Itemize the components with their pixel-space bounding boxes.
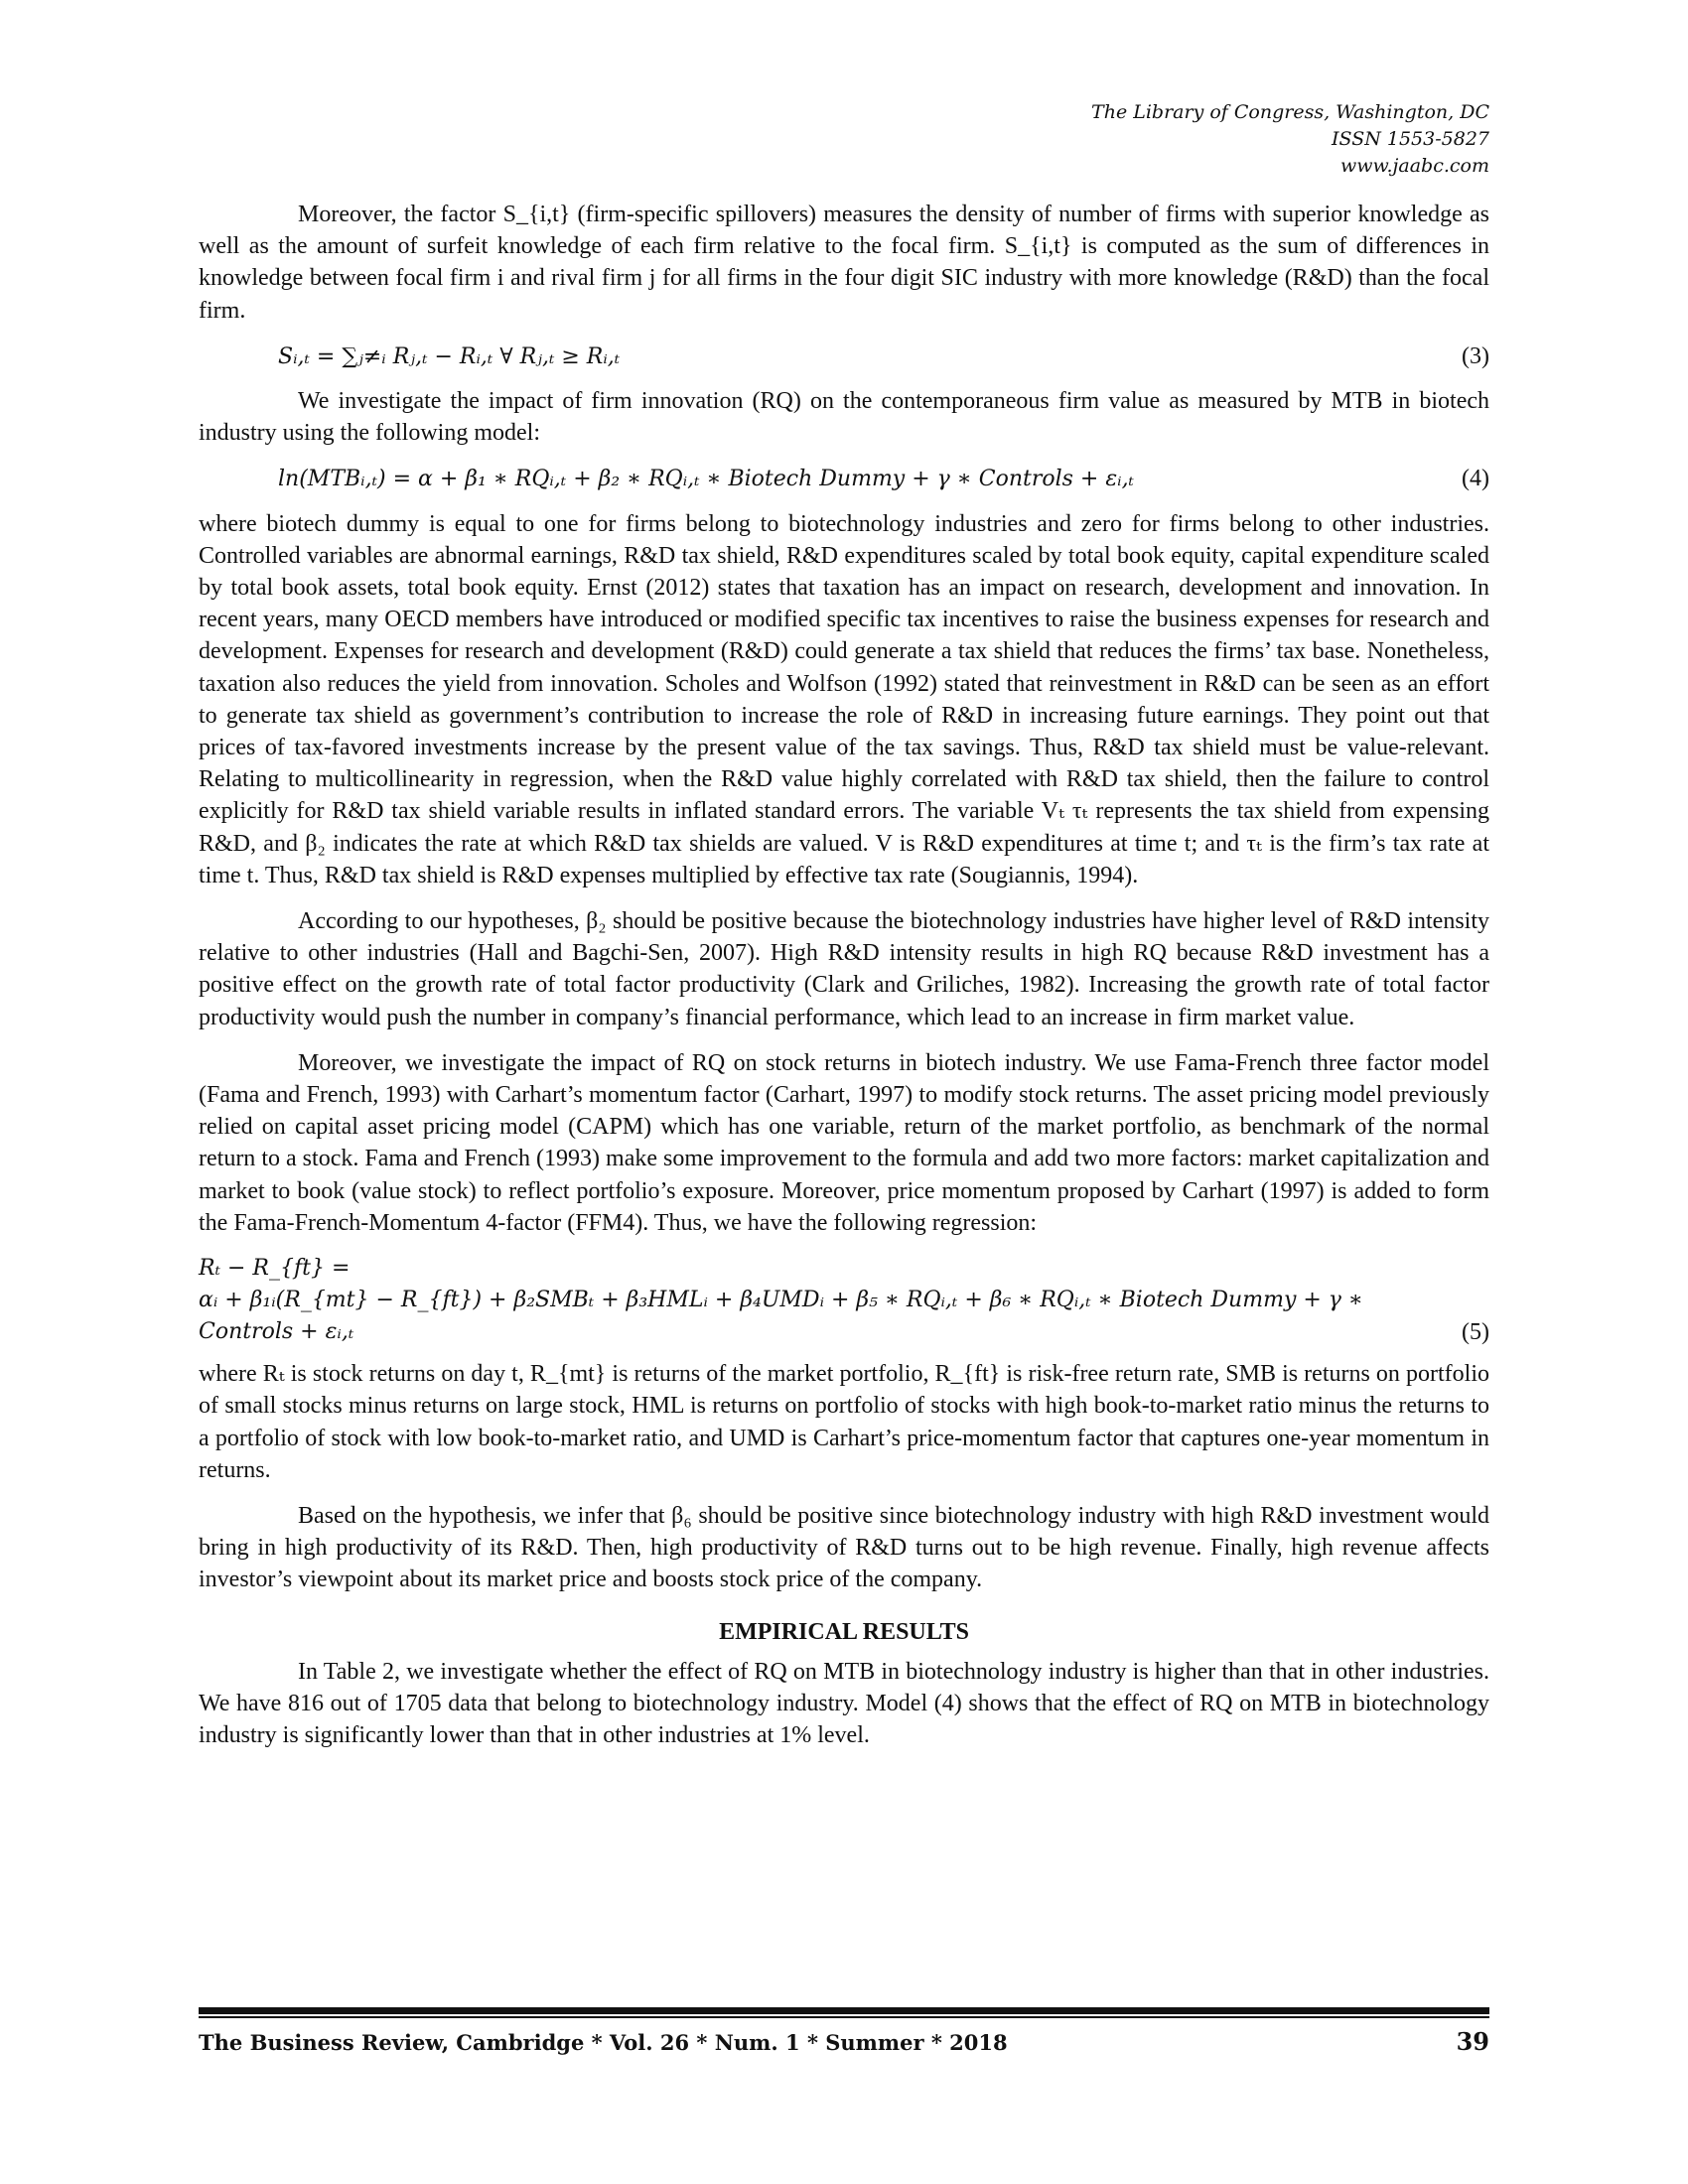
footer-journal: The Business Review, Cambridge * Vol. 26 * Num. 1 * Summer * 2018 (199, 2030, 1008, 2055)
paragraph: Based on the hypothesis, we infer that β₆ should be positive since biotechnology industry with high R&D investment would bring in high productivity of its R&D. Then, high productivity of R&D turns out to be high revenue. Finally, high revenue affects investor’s viewpoint about its market price and boosts stock price of the company. (199, 1502, 1489, 1593)
equation-number: (5) (1462, 1319, 1489, 1346)
paragraph: In Table 2, we investigate whether the effect of RQ on MTB in biotechnology industry is higher than that in other industries. We have 816 out of 1705 data that belong to biotechnology industry. Model (4) shows that the effect of RQ on MTB in biotechnology industry is significantly lower than that in other industries at 1% level. (199, 1658, 1489, 1749)
journal-header (794, 99, 1489, 180)
equation-3 (199, 341, 1489, 373)
paragraph: where biotech dummy is equal to one for firms belong to biotechnology industries and zero for firms belong to other industries. Controlled variables are abnormal earnings, R&D tax shield, R&D expenditures scaled by total book equity, capital expenditure scaled by total book assets, total book equity. Ernst (2012) states that taxation has an impact on research, development and innovation. In recent years, many OECD members have introduced or modified specific tax incentives to raise the business expenses for research and development. Expenses for research and development (R&D) could generate a tax shield that reduces the firms’ tax base. Nonetheless, taxation also reduces the yield from innovation. Scholes and Wolfson (1992) stated that reinvestment in R&D can be seen as an effort to generate tax shield as government’s contribution to increase the role of R&D in increasing future earnings. They point out that prices of tax-favored investments increase by the present value of the tax savings. Thus, R&D tax shield must be value-relevant. Relating to multicollinearity in regression, when the R&D value highly correlated with R&D tax shield, then the failure to control explicitly for R&D tax shield variable results in inflated standard errors. The variable Vₜ τₜ represents the tax shield from expensing R&D, and β₂ indicates the rate at which R&D tax shields are valued. V is R&D expenditures at time t; and τₜ is the firm’s tax rate at time t. Thus, R&D tax shield is R&D expenses multiplied by effective tax rate (Sougiannis, 1994). (199, 510, 1489, 888)
equation-last-row (199, 1316, 1489, 1348)
paragraph: We investigate the impact of firm innovation (RQ) on the contemporaneous firm value as measured by MTB in biotech industry using the following model: (199, 388, 1489, 447)
equation-number: (3) (1462, 342, 1489, 369)
header-issn: ISSN 1553-5827 (1332, 128, 1489, 150)
equation-expression: ln(MTBᵢ,ₜ) = α + β₁ ∗ RQᵢ,ₜ + β₂ ∗ RQᵢ,ₜ ∗ Biotech Dummy + γ ∗ Controls + εᵢ,ₜ (278, 467, 1134, 492)
paragraph: According to our hypotheses, β₂ should be positive because the biotechnology industries have higher level of R&D intensity relative to other industries (Hall and Bagchi-Sen, 2007). High R&D intensity results in high RQ because R&D investment has a positive effect on the growth rate of total factor productivity (Clark and Griliches, 1982). Increasing the growth rate of total factor productivity would push the number in company’s financial performance, which lead to an increase in firm market value. (199, 908, 1489, 1030)
equation-line: Rₜ − R_{ft} = (199, 1256, 351, 1282)
paragraph: where Rₜ is stock returns on day t, R_{mt} is returns of the market portfolio, R_{ft} is risk-free return rate, SMB is returns on portfolio of small stocks minus returns on large stock, HML is returns on portfolio of stocks with high book-to-market ratio minus the returns to a portfolio of stock with low book-to-market ratio, and UMD is Carhart’s price-momentum factor that captures one-year momentum in returns. (199, 1361, 1489, 1483)
equation-line: Controls + εᵢ,ₜ (199, 1319, 354, 1345)
header-website: www.jaabc.com (1339, 155, 1489, 177)
section-heading: EMPIRICAL RESULTS (719, 1618, 969, 1645)
equation-4 (199, 463, 1489, 495)
footer-rule-thin (199, 2016, 1489, 2018)
paragraph: Moreover, the factor S_{i,t} (firm-specific spillovers) measures the density of number of firms with superior knowledge as well as the amount of surfeit knowledge of each firm relative to the focal firm. S_{i,t} is computed as the sum of differences in knowledge between focal firm i and rival firm j for all firms in the four digit SIC industry with more knowledge (R&D) than the focal firm. (199, 202, 1489, 324)
header-library: The Library of Congress, Washington, DC (1091, 101, 1489, 123)
page-number: 39 (1456, 2027, 1489, 2056)
equation-number: (4) (1462, 466, 1489, 492)
article-body (199, 199, 1489, 1765)
footer-rule (199, 2007, 1489, 2014)
paragraph: Moreover, we investigate the impact of RQ on stock returns in biotech industry. We use Fama-French three factor model (Fama and French, 1993) with Carhart’s momentum factor (Carhart, 1997) to modify stock returns. The asset pricing model previously relied on capital asset pricing model (CAPM) which has one variable, return of the market portfolio, as benchmark of the normal return to a stock. Fama and French (1993) make some improvement to the formula and add two more factors: market capitalization and market to book (value stock) to reflect portfolio’s exposure. Moreover, price momentum proposed by Carhart (1997) is added to form the Fama-French-Momentum 4-factor (FFM4). Thus, we have the following regression: (199, 1049, 1489, 1236)
equation-line: αᵢ + β₁ᵢ(R_{mt} − R_{ft}) + β₂SMBₜ + β₃HMLᵢ + β₄UMDᵢ + β₅ ∗ RQᵢ,ₜ + β₆ ∗ RQᵢ,ₜ ∗ Biotech Dummy + γ ∗ (199, 1288, 1363, 1313)
page-footer (199, 2027, 1489, 2056)
equation-expression: Sᵢ,ₜ = ∑ⱼ≠ᵢ Rⱼ,ₜ − Rᵢ,ₜ ∀ Rⱼ,ₜ ≥ Rᵢ,ₜ (278, 343, 621, 369)
equation-5 (199, 1253, 1489, 1348)
